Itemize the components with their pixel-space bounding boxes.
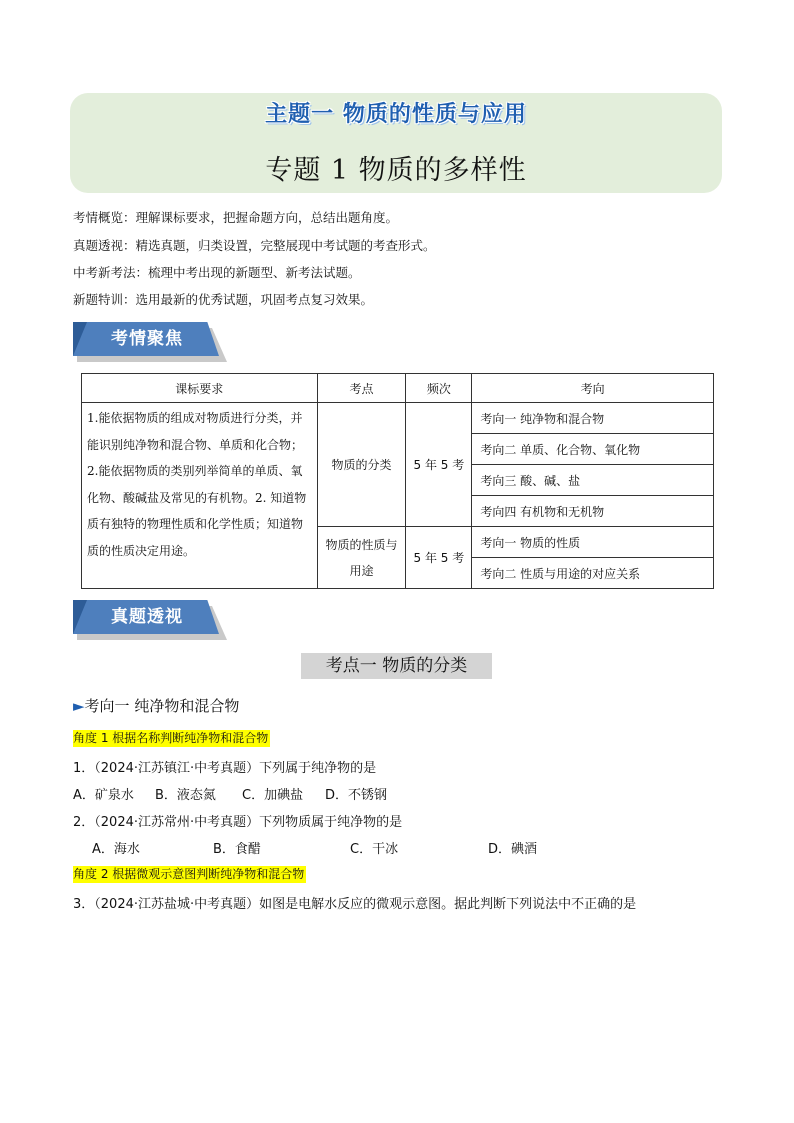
option: B．液态氮 [155, 788, 216, 803]
intro-line-real: 真题透视：精选真题，归类设置，完整展现中考试题的考查形式。 [73, 238, 436, 253]
option: A．海水 [92, 842, 140, 857]
section-title: 考点一 物质的分类 [301, 653, 492, 679]
option: C．加碘盐 [242, 788, 304, 803]
angle-label: 角度 1 根据名称判断纯净物和混合物 [73, 731, 269, 745]
option: A．矿泉水 [73, 788, 134, 803]
direction-cell: 考向三 酸、碱、盐 [472, 465, 714, 496]
angle-label: 角度 2 根据微观示意图判断纯净物和混合物 [73, 867, 305, 881]
intro-line-overview: 考情概览：理解课标要求，把握命题方向，总结出题角度。 [73, 210, 399, 225]
point-cell: 物质的分类 [317, 403, 406, 527]
option: B．食醋 [213, 842, 261, 857]
triangle-marker-icon: ► [73, 697, 85, 715]
option: D．不锈钢 [325, 788, 388, 803]
requirement-cell: 1.能依据物质的组成对物质进行分类，并能识别纯净物和混合物、单质和化合物；2.能依据物质的类别列举简单的单质、氧化物、酸碱盐及常见的有机物。2. 知道物质有独特的物理性质和化学性质；知道物质的性质决定用途。 [82, 403, 318, 589]
topic-banner [70, 93, 722, 193]
real-questions-tag [73, 600, 227, 640]
table-row [82, 403, 714, 434]
option: C．干冰 [350, 842, 399, 857]
header-frequency: 频次 [406, 374, 472, 403]
intro-line-new-method: 中考新考法：梳理中考出现的新题型、新考法试题。 [73, 265, 361, 280]
direction-cell: 考向二 性质与用途的对应关系 [472, 558, 714, 589]
header-direction: 考向 [472, 374, 714, 403]
question-stem: 3．（2024·江苏盐城·中考真题）如图是电解水反应的微观示意图。据此判断下列说法中不正确的是 [73, 897, 637, 912]
point-cell: 物质的性质与用途 [317, 527, 406, 589]
frequency-cell: 5 年 5 考 [406, 527, 472, 589]
direction-cell: 考向一 纯净物和混合物 [472, 403, 714, 434]
option: D．碘酒 [488, 842, 538, 857]
frequency-cell: 5 年 5 考 [406, 403, 472, 527]
direction-cell: 考向二 单质、化合物、氧化物 [472, 434, 714, 465]
header-requirement: 课标要求 [82, 374, 318, 403]
question-stem: 2．（2024·江苏常州·中考真题）下列物质属于纯净物的是 [73, 815, 403, 830]
topic-title: 主题一 物质的性质与应用 [265, 102, 527, 127]
topic-subtitle: 专题 1 物质的多样性 [265, 155, 527, 186]
intro-line-training: 新题特训：选用最新的优秀试题，巩固考点复习效果。 [73, 292, 374, 307]
direction-heading [73, 695, 239, 716]
exam-overview-table [81, 373, 714, 589]
focus-tag-label: 考情聚焦 [111, 329, 183, 349]
direction-heading-text: 考向一 纯净物和混合物 [84, 697, 240, 715]
direction-cell: 考向一 物质的性质 [472, 527, 714, 558]
header-point: 考点 [317, 374, 406, 403]
question-stem: 1．（2024·江苏镇江·中考真题）下列属于纯净物的是 [73, 761, 377, 776]
real-questions-tag-label: 真题透视 [111, 607, 183, 627]
direction-cell: 考向四 有机物和无机物 [472, 496, 714, 527]
table-header-row [82, 374, 714, 403]
focus-tag [73, 322, 227, 362]
